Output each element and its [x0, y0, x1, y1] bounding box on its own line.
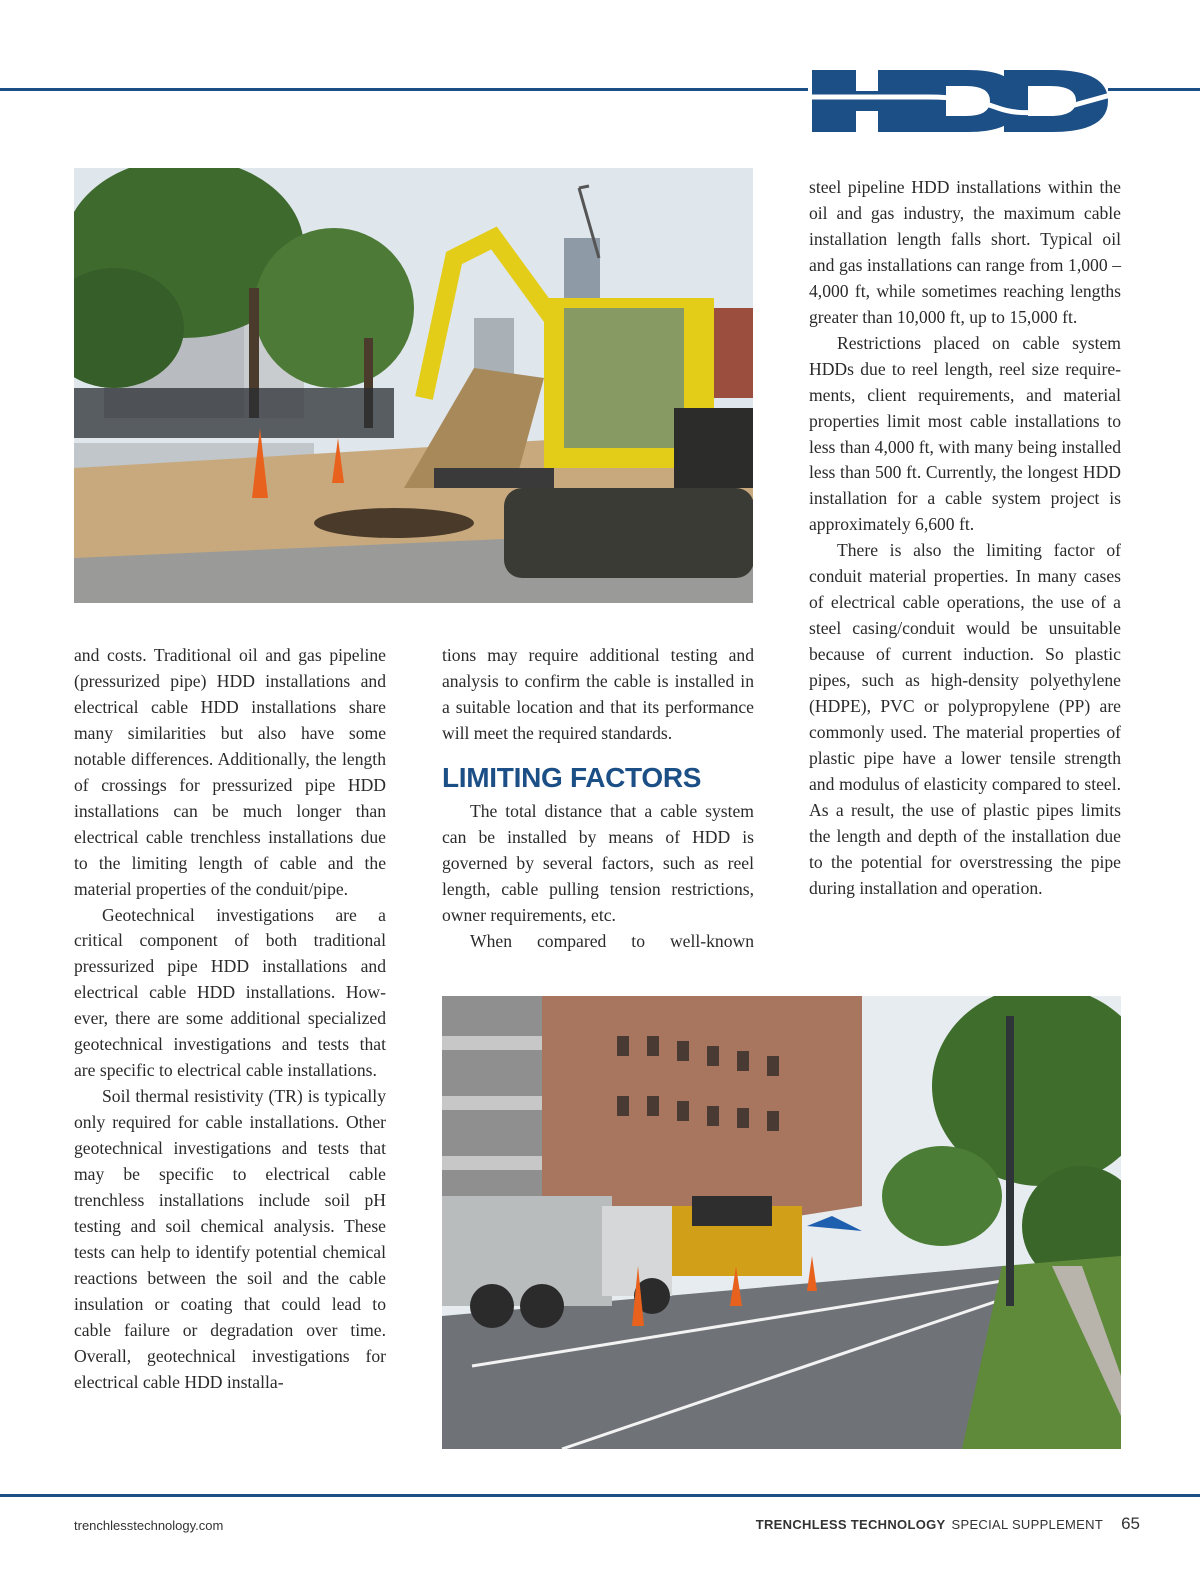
photo-street-drilling: [442, 996, 1121, 1449]
paragraph: There is also the limiting factor of conduit material properties. In many cases of electrical cable operations, the use of a steel casing/conduit would be unsuitable because of current induction. So plastic pipes, such as high-density polyethylene (HDPE), PVC or polypropylene (PP) are commonly used. The material properties of plastic pipe have a lower tensile strength and modulus of elasticity compared to steel. As a result, the use of plastic pipes limits the length and depth of the installation due to the potential for overstressing the pipe during installation and operation.: [809, 540, 1121, 898]
paragraph: The total distance that a cable system can be installed by means of HDD is governed by several factors, such as reel length, cable pulling tension restrictions, owner requirements, etc.: [442, 800, 754, 925]
article-column-3: [809, 175, 1121, 902]
hdd-logo: [808, 64, 1114, 138]
page-number: 65: [1121, 1514, 1140, 1533]
footer-rule: [0, 1494, 1200, 1497]
paragraph: tions may require additional testing and analysis to confirm the cable is installed in a suitable location and that its performance will meet the required standards.: [442, 645, 754, 743]
footer-website: trenchlesstechnology.com: [74, 1518, 224, 1533]
paragraph: Restrictions placed on cable system HDDs due to reel length, reel size requirements, client requirements, and material properties limit most cable installations to less than 4,000 ft, with many being installed less than 500 ft. Currently, the longest HDD installation for a cable system project is approximately 6,600 ft.: [809, 332, 1121, 535]
footer-publication-info: [756, 1514, 1140, 1534]
section-heading: LIMITING FACTORS: [442, 761, 702, 793]
paragraph: steel pipeline HDD installations within the oil and gas industry, the maximum cable installation length falls short. Typical oil and gas installations can range from 1,000 – 4,000 ft, while sometimes reaching lengths greater than 10,000 ft, up to 15,000 ft.: [809, 177, 1121, 327]
paragraph: Geotechnical investigations are a critical component of both traditional pressurized pipe HDD installations and electrical cable HDD installations. However, there are some additional specialized geotechnical investigations and tests that are specific to electrical cable installations.: [74, 904, 386, 1081]
article-column-2: [442, 643, 754, 955]
article-column-1: [74, 643, 386, 1396]
paragraph: and costs. Traditional oil and gas pipeline (pressurized pipe) HDD installations and electrical cable HDD installations share many similarities but also have some notable differences. Additionally, the length of crossings for pressurized pipe HDD installations can be much longer than electrical cable trenchless installations due to the limiting length of cable and the material properties of the conduit/pipe.: [74, 645, 386, 899]
paragraph: Soil thermal resistivity (TR) is typically only required for cable installations. Other geotechnical investigations and tests that may be specific to electrical cable trenchless installations include soil pH testing and soil chemical analysis. These tests can help to identify potential chemical reactions between the soil and the cable insulation or coating that could lead to cable failure or degradation over time. Overall, geotechnical investigations for electrical cable HDD installa-: [74, 1086, 386, 1392]
footer-publication: TRENCHLESS TECHNOLOGY: [755, 1517, 946, 1532]
paragraph: When compared to well-known: [470, 930, 754, 951]
footer-supplement: SPECIAL SUPPLEMENT: [951, 1517, 1104, 1532]
photo-excavator-worksite: [74, 168, 753, 603]
